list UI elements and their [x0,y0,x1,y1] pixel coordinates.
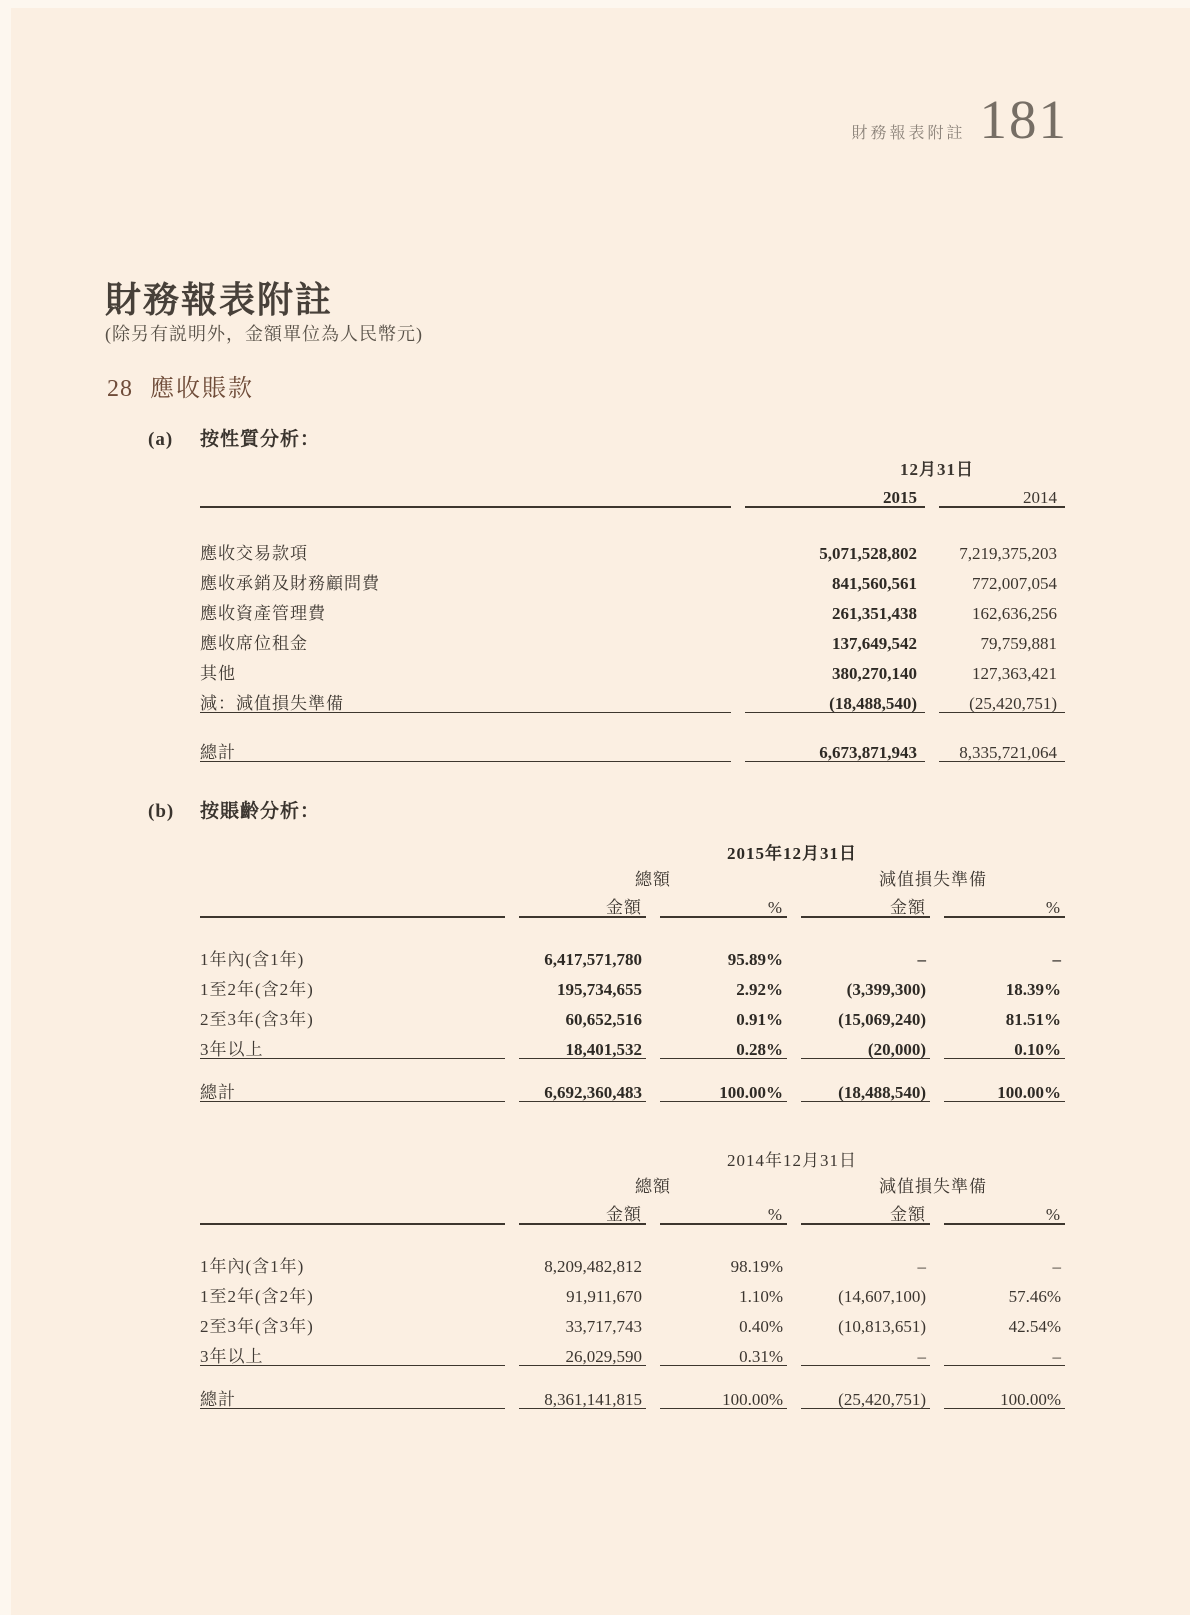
table-2014-date-row [200,1143,1065,1169]
page-number: 181 [979,89,1068,150]
impairment-pct: – [1052,1257,1061,1276]
col-header-pct: % [944,1195,1065,1225]
table-a-year-row [200,478,1065,508]
col-header-amount: 金額 [801,888,930,918]
total-impairment-pct: 100.00% [944,1366,1065,1409]
amount-2014: 7,219,375,203 [959,544,1057,563]
part-b-title: 按賬齡分析： [200,801,321,822]
gross-pct: 98.19% [730,1257,783,1276]
row-label: 3年以上 [200,1335,505,1366]
amount-2015: 261,351,438 [832,604,917,623]
total-label: 總計 [200,1366,505,1409]
amount-2014: 79,759,881 [980,634,1057,653]
note-heading [107,368,254,403]
table-2014-column-row [200,1195,1065,1225]
document-subtitle: (除另有説明外，金額單位為人民幣元) [105,324,423,344]
table-row [200,998,1065,1028]
total-2015: 6,673,871,943 [745,713,925,762]
total-impairment-amount: (18,488,540) [801,1059,930,1102]
gross-pct: 0.40% [739,1317,783,1336]
gross-pct: 0.31% [660,1335,787,1366]
part-a-heading [148,424,320,451]
amount-2015: (18,488,540) [745,682,925,713]
impairment-pct: – [944,1335,1065,1366]
row-label: 應收席位租金 [200,634,308,653]
impairment-amount: – [917,1257,926,1276]
document-title: 財務報表附註 [105,280,334,320]
table-by-nature [186,452,1079,762]
table-aging-2015 [186,836,1079,1102]
running-head [851,89,1068,150]
gross-pct: 95.89% [727,950,783,969]
part-a-label: (a) [148,429,174,450]
amount-2015: 841,560,561 [832,574,917,593]
note-title: 應收賬款 [150,376,254,402]
gross-pct: 0.91% [736,1010,783,1029]
date-header: 2014年12月31日 [727,1151,857,1170]
impairment-amount: (3,399,300) [846,980,926,999]
impairment-pct: 81.51% [1005,1010,1061,1029]
impairment-pct: 42.54% [1008,1317,1061,1336]
running-head-section-label: 財務報表附註 [851,125,966,142]
impairment-pct: – [1052,950,1061,969]
table-row [200,1275,1065,1305]
row-label: 1年內(含1年) [200,950,305,969]
impairment-amount: (14,607,100) [838,1287,926,1306]
impairment-amount: – [917,950,926,969]
amount-2014: 162,636,256 [972,604,1057,623]
table-row [200,562,1065,592]
amount-2014: (25,420,751) [939,682,1065,713]
row-label: 其他 [200,664,236,683]
gross-pct: 1.10% [739,1287,783,1306]
part-a-title: 按性質分析： [200,429,321,450]
table-row [200,968,1065,998]
impairment-amount: (10,813,651) [838,1317,926,1336]
table-row [200,682,1065,713]
group-header-impairment: 減值損失準備 [879,870,987,889]
total-impairment-amount: (25,420,751) [801,1366,930,1409]
impairment-pct: 57.46% [1008,1287,1061,1306]
table-row [200,918,1065,968]
col-header-amount: 金額 [519,888,646,918]
scan-edge-top [0,0,1190,8]
total-row [200,1059,1065,1102]
part-b-heading [148,796,320,823]
impairment-pct: 18.39% [1005,980,1061,999]
gross-amount: 18,401,532 [519,1028,646,1059]
table-row [200,508,1065,562]
gross-amount: 8,209,482,812 [544,1257,642,1276]
col-header-2014: 2014 [939,478,1065,508]
col-header-2015: 2015 [745,478,925,508]
gross-pct: 2.92% [736,980,783,999]
row-label: 應收承銷及財務顧問費 [200,574,380,593]
col-header-pct: % [660,888,787,918]
gross-amount: 195,734,655 [557,980,642,999]
total-row [200,713,1065,762]
gross-amount: 60,652,516 [565,1010,642,1029]
part-b-label: (b) [148,801,175,822]
row-label: 減：減值損失準備 [200,682,731,713]
row-label: 2至3年(含3年) [200,1317,314,1336]
row-label: 3年以上 [200,1028,505,1059]
table-2014-group-row [200,1169,1065,1195]
impairment-amount: (15,069,240) [838,1010,926,1029]
impairment-amount: – [801,1335,930,1366]
group-header-gross: 總額 [635,1177,671,1196]
row-label: 應收資產管理費 [200,604,326,623]
total-row [200,1366,1065,1409]
table-row [200,622,1065,652]
amount-2014: 772,007,054 [972,574,1057,593]
table-2015-group-row [200,862,1065,888]
gross-pct: 0.28% [660,1028,787,1059]
group-header-impairment: 減值損失準備 [879,1177,987,1196]
total-impairment-pct: 100.00% [944,1059,1065,1102]
gross-amount: 91,911,670 [566,1287,642,1306]
table-aging-2014 [186,1143,1079,1409]
row-label: 應收交易款項 [200,544,308,563]
total-label: 總計 [200,713,731,762]
col-header-pct: % [660,1195,787,1225]
group-header-gross: 總額 [635,870,671,889]
table-row [200,652,1065,682]
table-row [200,1335,1065,1366]
col-header-pct: % [944,888,1065,918]
table-2015-date-row [200,836,1065,862]
amount-2015: 137,649,542 [832,634,917,653]
total-gross-amount: 8,361,141,815 [519,1366,646,1409]
total-label: 總計 [200,1059,505,1102]
impairment-amount: (20,000) [801,1028,930,1059]
col-header-amount: 金額 [801,1195,930,1225]
table-row [200,1028,1065,1059]
table-row [200,1305,1065,1335]
col-header-amount: 金額 [519,1195,646,1225]
gross-amount: 6,417,571,780 [544,950,642,969]
row-label: 1至2年(含2年) [200,1287,314,1306]
row-label: 1至2年(含2年) [200,980,314,999]
total-2014: 8,335,721,064 [939,713,1065,762]
table-row [200,1225,1065,1275]
table-a-date-row [200,452,1065,478]
scan-edge-left [0,0,11,1615]
row-label: 2至3年(含3年) [200,1010,314,1029]
note-number: 28 [107,376,133,402]
total-gross-amount: 6,692,360,483 [519,1059,646,1102]
date-header: 2015年12月31日 [727,844,857,863]
amount-2015: 380,270,140 [832,664,917,683]
table-row [200,592,1065,622]
col-header-date: 12月31日 [900,460,974,479]
impairment-pct: 0.10% [944,1028,1065,1059]
gross-amount: 26,029,590 [519,1335,646,1366]
total-gross-pct: 100.00% [660,1366,787,1409]
table-2015-column-row [200,888,1065,918]
total-gross-pct: 100.00% [660,1059,787,1102]
amount-2014: 127,363,421 [972,664,1057,683]
row-label: 1年內(含1年) [200,1257,305,1276]
gross-amount: 33,717,743 [565,1317,642,1336]
amount-2015: 5,071,528,802 [819,544,917,563]
